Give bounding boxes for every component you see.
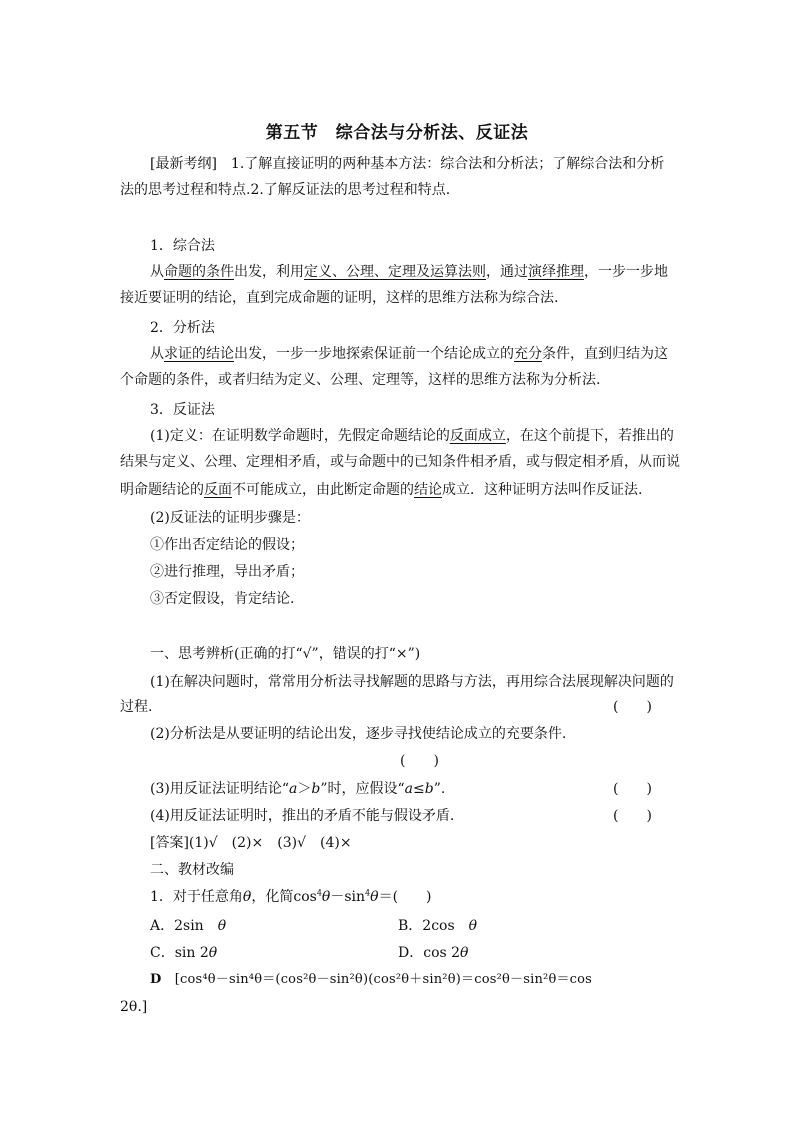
math-var: θ [208, 945, 218, 961]
section-3-line-1 [150, 426, 674, 446]
exponent: 4 [365, 888, 371, 898]
math-var: a [289, 781, 298, 797]
section-2-line-1 [150, 344, 668, 364]
exercise-2-heading: 二、教材改编 [150, 862, 234, 878]
underlined-term: 演绎推理 [528, 264, 584, 280]
underlined-term: 命题的条件 [164, 264, 234, 280]
text: ，通过 [486, 264, 528, 280]
math-var: θ [321, 889, 331, 905]
outline-line-1 [150, 154, 664, 174]
text: ，在这个前提下，若推出的 [505, 428, 674, 444]
proof-step: ②进行推理，导出矛盾； [150, 564, 304, 580]
math-var: θ [460, 945, 469, 961]
exercise-1-item-4: (4)用反证法证明时，推出的矛盾不能与假设矛盾. [150, 808, 455, 824]
text: ”. [433, 781, 446, 797]
solution-text: [cos⁴θ－sin⁴θ＝(cos²θ－sin²θ)(cos²θ＋sin²θ)＝cos²θ－sin²θ＝cos [174, 972, 593, 987]
proof-step: ③否定假设，肯定结论. [150, 591, 295, 607]
outline-line-2: 法的思考过程和特点.2.了解反证法的思考过程和特点. [120, 182, 451, 198]
option-c [150, 943, 217, 963]
text: 出发，一步一步地探索保证前一个结论成立的 [234, 346, 514, 362]
text: D．cos 2 [398, 945, 461, 961]
option-d [398, 943, 468, 963]
exponent: 4 [316, 888, 322, 898]
text: ＞ [297, 781, 312, 797]
text: ，化简cos [251, 889, 317, 905]
underlined-term: 反面成立 [449, 428, 506, 444]
text: C．sin 2 [150, 945, 209, 961]
section-3-line-2: 结果与定义、公理、定理相矛盾，或与命题中的已知条件相矛盾，或与假定相矛盾，从而说 [120, 454, 680, 470]
text: 从 [150, 264, 164, 280]
text: －sin [330, 889, 366, 905]
answer-blank: ( ) [613, 699, 652, 715]
exercise-1-item-1-cont: 过程. [120, 699, 153, 715]
text: ≤ [413, 781, 425, 797]
text: 出发，利用 [234, 264, 304, 280]
text: ＝( ) [378, 889, 432, 905]
proof-step: ①作出否定结论的假设； [150, 537, 304, 553]
section-1-line-2: 接近要证明的结论，直到完成命题的证明，这样的思维方法称为综合法. [120, 290, 559, 306]
section-1-heading: 1．综合法 [150, 238, 215, 254]
math-var: θ [468, 918, 478, 934]
text: 条件，直到归结为这 [542, 346, 668, 362]
underlined-term: 定义、公理、定理及运算法则 [304, 264, 486, 280]
option-b [398, 916, 477, 936]
underlined-term: 求证的结论 [164, 346, 234, 362]
section-1-line-1 [150, 262, 668, 282]
text: 从 [150, 346, 164, 362]
proof-steps-heading: (2)反证法的证明步骤是： [150, 510, 310, 526]
math-var: θ [242, 889, 252, 905]
math-var: a [404, 781, 414, 797]
exercise-1-item-2: (2)分析法是从要证明的结论出发，逐步寻找使结论成立的充要条件. [150, 726, 567, 742]
text: (3)用反证法证明结论“ [150, 781, 289, 797]
math-var: θ [370, 889, 379, 905]
section-3-line-3 [120, 480, 642, 500]
text: (1)定义：在证明数学命题时，先假定命题结论的 [150, 428, 450, 444]
answer-blank: ( ) [613, 808, 652, 824]
exercise-1-item-3 [150, 779, 445, 799]
underlined-term: 反面 [204, 482, 232, 498]
exercise-1-heading: 一、思考辨析(正确的打“√”，错误的打“×”) [150, 646, 421, 662]
section-3-heading: 3．反证法 [150, 402, 215, 418]
math-var: θ [217, 918, 227, 934]
outline-label: [最新考纲] [150, 156, 217, 172]
answer-key: [答案](1)√ (2)× (3)√ (4)× [150, 835, 352, 851]
solution-line-1 [150, 970, 592, 990]
text: B．2cos [398, 918, 455, 934]
math-var: b [311, 781, 321, 797]
answer-blank: ( ) [613, 781, 652, 797]
underlined-term: 结论 [414, 482, 442, 498]
problem-1 [150, 887, 432, 907]
exercise-1-item-1: (1)在解决问题时，常常用分析法寻找解题的思路与方法，再用综合法展现解决问题的 [150, 674, 674, 690]
section-2-heading: 2．分析法 [150, 320, 215, 336]
text: ”时，应假设“ [320, 781, 405, 797]
text: 不可能成立，由此断定命题的 [232, 482, 414, 498]
text: 明命题结论的 [120, 482, 204, 498]
text: 成立．这种证明方法叫作反证法. [442, 482, 643, 498]
solution-line-2: 2θ.] [120, 999, 148, 1015]
text: ，一步一步地 [584, 264, 668, 280]
math-var: b [424, 781, 434, 797]
outline-text-1: 1.了解直接证明的两种基本方法：综合法和分析法；了解综合法和分析 [216, 156, 665, 172]
underlined-term: 充分 [514, 346, 542, 362]
answer-blank: ( ) [400, 753, 439, 769]
option-a [150, 916, 226, 936]
section-2-line-2: 个命题的条件，或者归结为定义、公理、定理等，这样的思维方法称为分析法. [120, 372, 601, 388]
solution-key: D [150, 972, 162, 987]
page-title: 第五节 综合法与分析法、反证法 [265, 123, 529, 143]
text: A．2sin [150, 918, 204, 934]
text: 1．对于任意角 [150, 889, 243, 905]
